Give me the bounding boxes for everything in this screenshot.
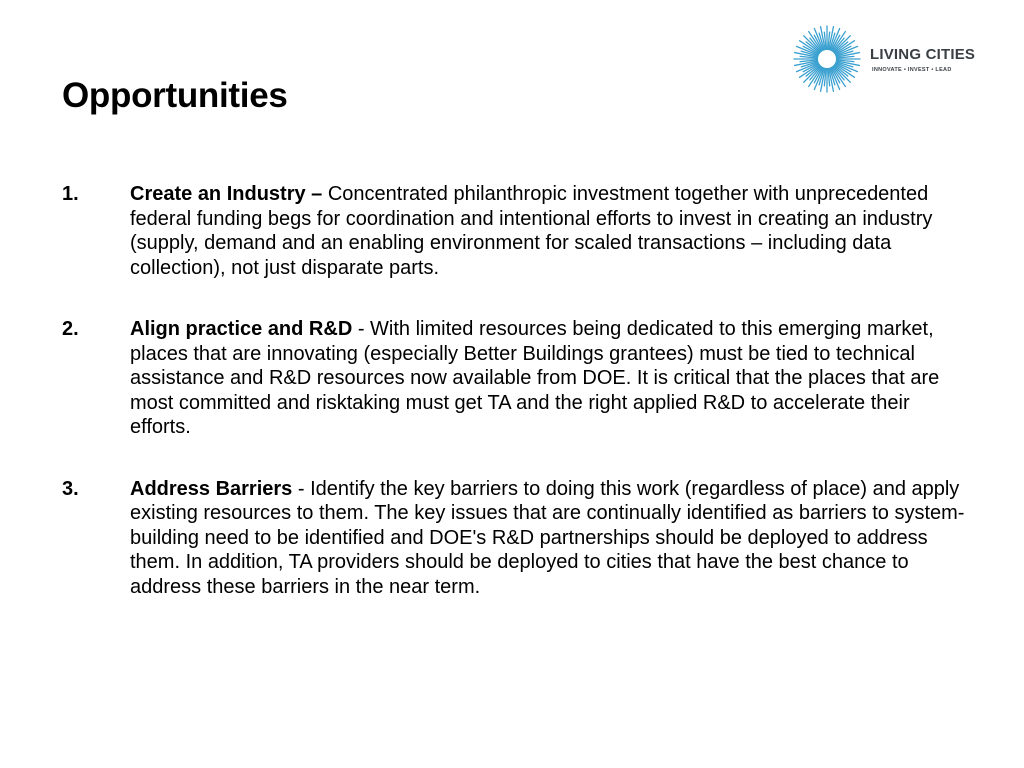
item-body: - With limited resources being dedicated to this emerging market, places that are innovating (especially Better Buildings grantees) must be tied to technical assistance and R&D resources now available from DOE. It is critical that the places that are most committed and risktaking must get TA and the right applied R&D to accelerate their efforts.	[130, 318, 940, 438]
logo-tagline: INNOVATE • INVEST • LEAD	[872, 67, 952, 73]
list-item	[62, 477, 972, 600]
item-number: 1.	[62, 183, 79, 205]
item-heading: Address Barriers	[130, 477, 293, 500]
sunburst-logo-icon	[792, 24, 862, 94]
item-number: 2.	[62, 318, 79, 340]
list-item	[62, 317, 972, 440]
item-heading: Align practice and R&D	[130, 318, 353, 340]
logo-name: LIVING CITIES	[870, 46, 976, 63]
living-cities-logo	[792, 24, 992, 94]
slide-title: Opportunities	[62, 76, 288, 115]
item-body: - Identify the key barriers to doing this work (regardless of place) and apply existing resources to them. The key issues that are continually identified as barriers to system-building need to be identified and DOE's R&D partnerships should be deployed to address them. In addition, TA providers should be deployed to cities that have the best chance to address these barriers in the near term.	[130, 477, 965, 598]
item-number: 3.	[62, 477, 79, 500]
item-heading: Create an Industry –	[130, 183, 323, 205]
list-item	[62, 182, 972, 280]
item-body: Concentrated philanthropic investment together with unprecedented federal funding begs for coordination and intentional efforts to invest in creating an industry (supply, demand and an enabling environment for scaled transactions – including data collection), not just disparate parts.	[130, 183, 933, 279]
opportunities-list	[62, 182, 972, 636]
